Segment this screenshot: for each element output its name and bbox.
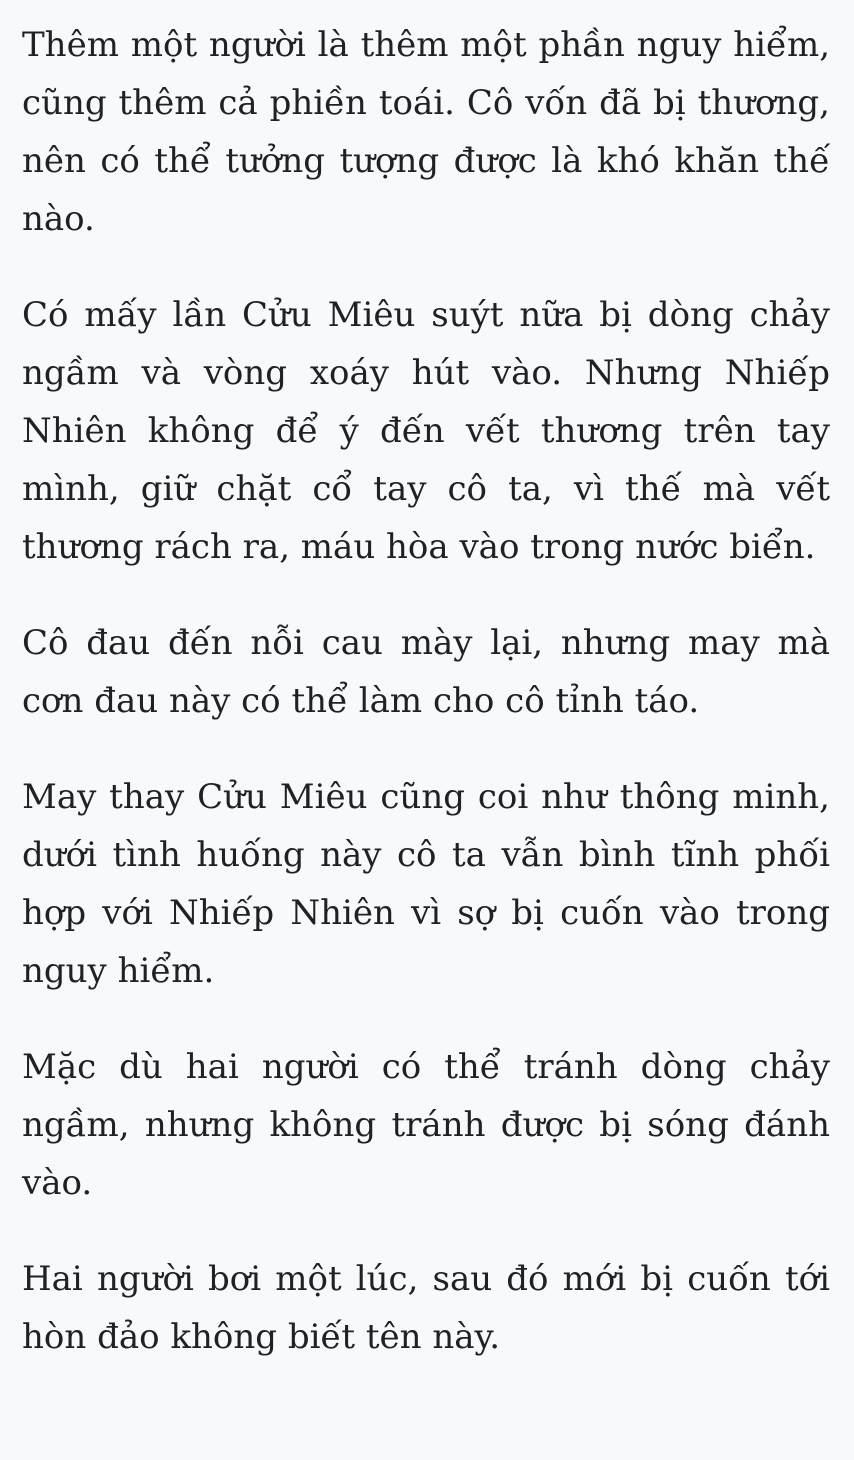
paragraph-5: Mặc dù hai người có thể tránh dòng chảy ngầm, nhưng không tránh được bị sóng đánh vào. bbox=[22, 1047, 830, 1203]
paragraph-4: May thay Cửu Miêu cũng coi như thông minh, dưới tình huống này cô ta vẫn bình tĩnh phối hợp với Nhiếp Nhiên vì sợ bị cuốn vào trong nguy hiểm. bbox=[22, 777, 830, 991]
paragraph-1: Thêm một người là thêm một phần nguy hiểm, cũng thêm cả phiền toái. Cô vốn đã bị thương, nên có thể tưởng tượng được là khó khăn thế nào. bbox=[22, 25, 830, 239]
paragraph-2: Có mấy lần Cửu Miêu suýt nữa bị dòng chảy ngầm và vòng xoáy hút vào. Nhưng Nhiếp Nhiên không để ý đến vết thương trên tay mình, giữ chặt cổ tay cô ta, vì thế mà vết thương rách ra, máu hòa vào trong nước biển. bbox=[22, 295, 830, 567]
reader-content bbox=[22, 16, 830, 1366]
paragraph-6: Hai người bơi một lúc, sau đó mới bị cuốn tới hòn đảo không biết tên này. bbox=[22, 1259, 830, 1357]
paragraph-3: Cô đau đến nỗi cau mày lại, nhưng may mà cơn đau này có thể làm cho cô tỉnh táo. bbox=[22, 623, 830, 721]
